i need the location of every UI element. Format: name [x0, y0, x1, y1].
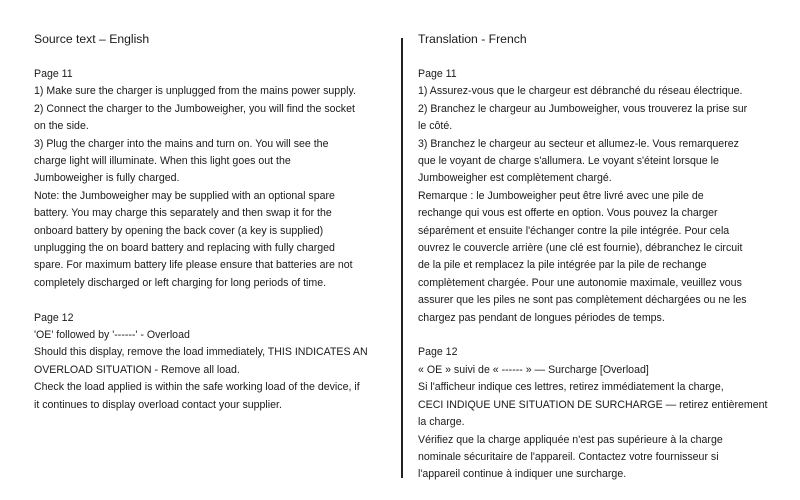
translation-line: de la pile et remplacez la pile intégrée par la pile de rechange	[418, 259, 707, 272]
translation-line: assurer que les piles ne sont pas complètement déchargées ou ne les	[418, 294, 747, 307]
source-line: battery. You may charge this separately and then swap it for the	[34, 207, 332, 220]
translation-line: Vérifiez que la charge appliquée n'est pas supérieure à la charge	[418, 433, 723, 446]
translation-line: ouvrez le couvercle arrière (une clé est fournie), débranchez le circuit	[418, 242, 743, 255]
source-line: 1) Make sure the charger is unplugged from the mains power supply.	[34, 85, 356, 98]
translation-line: chargez pas pendant de longues périodes de temps.	[418, 311, 665, 324]
source-line: charge light will illuminate. When this light goes out the	[34, 155, 291, 168]
column-divider	[401, 38, 403, 478]
translation-line: séparément et ensuite l'échanger contre la pile intégrée. Pour cela	[418, 224, 730, 237]
source-line: Should this display, remove the load immediately, THIS INDICATES AN	[34, 346, 368, 359]
source-line: Page 12	[34, 311, 74, 324]
source-line: 3) Plug the charger into the mains and turn on. You will see the	[34, 137, 329, 150]
translation-heading: Translation - French	[418, 32, 527, 46]
source-line: on the side.	[34, 120, 89, 133]
source-line: it continues to display overload contact your supplier.	[34, 398, 282, 411]
translation-line: que le voyant de charge s'allumera. Le voyant s'éteint lorsque le	[418, 155, 719, 168]
source-line: onboard battery by opening the back cover (a key is supplied)	[34, 224, 324, 237]
translation-line: Si l'afficheur indique ces lettres, retirez immédiatement la charge,	[418, 381, 724, 394]
source-line: 'OE' followed by '------' - Overload	[34, 329, 190, 342]
translation-line: CECI INDIQUE UNE SITUATION DE SURCHARGE — retirez entièrement	[418, 398, 768, 411]
translation-line: complètement chargée. Pour une autonomie maximale, veuillez vous	[418, 276, 742, 289]
source-line: unplugging the on board battery and replacing with fully charged	[34, 242, 335, 255]
translation-body	[418, 66, 776, 484]
source-line: 2) Connect the charger to the Jumboweigher, you will find the socket	[34, 102, 355, 115]
translation-line: 2) Branchez le chargeur au Jumboweigher, vous trouverez la prise sur	[418, 102, 748, 115]
source-line: OVERLOAD SITUATION - Remove all load.	[34, 363, 240, 376]
source-line: Page 11	[34, 68, 73, 80]
translation-line: Jumboweigher est complètement chargé.	[418, 172, 612, 185]
translation-line: « OE » suivi de « ------ » — Surcharge [Overload]	[418, 363, 649, 376]
translation-line: 1) Assurez-vous que le chargeur est débranché du réseau électrique.	[418, 85, 743, 98]
translation-line: nominale sécuritaire de l'appareil. Contactez votre fournisseur si	[418, 450, 719, 463]
source-line: Jumboweigher is fully charged.	[34, 172, 180, 185]
source-line: spare. For maximum battery life please ensure that batteries are not	[34, 259, 353, 272]
translation-line: le côté.	[418, 120, 453, 133]
source-line: Check the load applied is within the safe working load of the device, if	[34, 381, 360, 394]
translation-line: rechange qui vous est offerte en option. Vous pouvez la charger	[418, 207, 718, 220]
source-line: Note: the Jumboweigher may be supplied with an optional spare	[34, 189, 335, 202]
translation-line: Page 12	[418, 346, 458, 359]
source-heading: Source text – English	[34, 32, 150, 46]
translation-line: l'appareil continue à indiquer une surcharge.	[418, 468, 627, 481]
source-body	[34, 66, 392, 414]
source-line: completely discharged or left charging for long periods of time.	[34, 276, 327, 289]
translation-line: 3) Branchez le chargeur au secteur et allumez-le. Vous remarquerez	[418, 137, 739, 150]
translation-line: la charge.	[418, 416, 465, 429]
translation-line: Remarque : le Jumboweigher peut être livré avec une pile de	[418, 189, 704, 202]
translation-line: Page 11	[418, 68, 457, 80]
